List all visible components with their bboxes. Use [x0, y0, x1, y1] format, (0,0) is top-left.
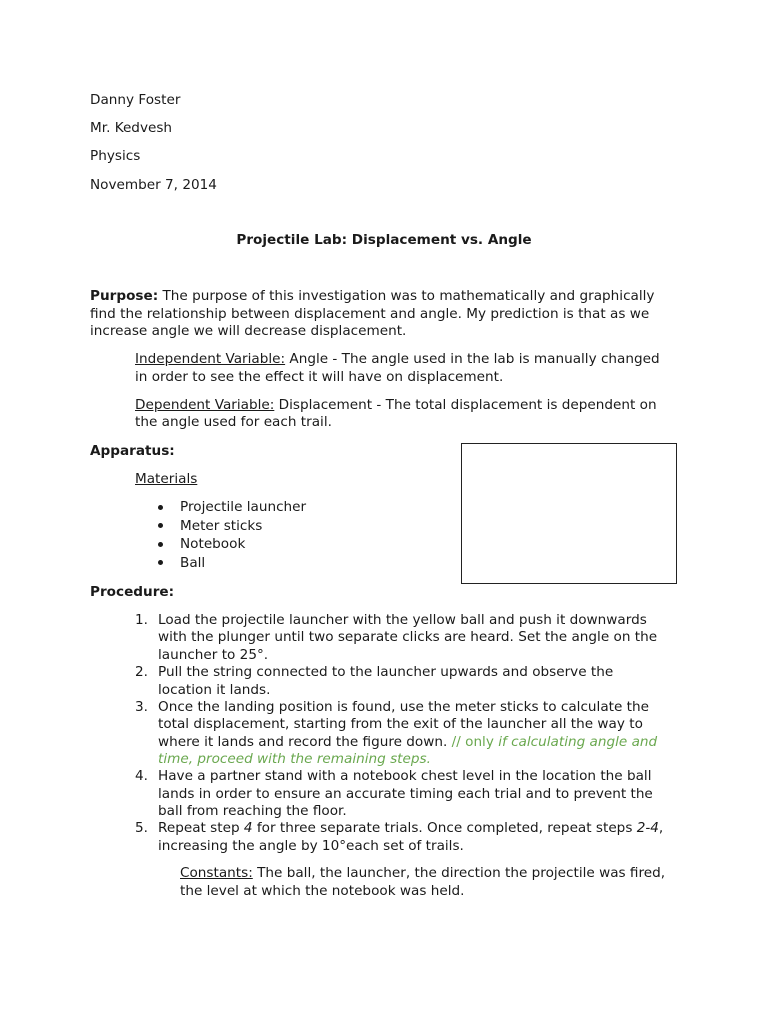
step-4-line-1: Have a partner stand with a notebook chest level in the location the ball	[158, 768, 652, 784]
author-name: Danny Foster	[90, 92, 181, 108]
constants-line-2: the level at which the notebook was held.	[180, 883, 465, 899]
independent-variable-line-1	[135, 351, 660, 369]
step-number: 1.	[135, 612, 148, 628]
step-1-line-2: with the plunger until two separate clicks are heard. Set the angle on the	[158, 629, 658, 645]
independent-variable-text-1: Angle - The angle used in the lab is manually changed	[285, 351, 660, 367]
dependent-variable-text-1: Displacement - The total displacement is dependent on	[274, 397, 657, 413]
step-5-text-c: for three separate trials. Once completed, repeat steps	[252, 820, 637, 836]
image-placeholder-box	[461, 443, 677, 584]
purpose-line-3: increase angle we will decrease displacement.	[90, 323, 407, 339]
step-5-text-e: ,	[658, 820, 664, 836]
step-3-note-a: // only	[451, 734, 499, 750]
step-number: 3.	[135, 699, 148, 715]
step-3-line-3	[158, 734, 657, 752]
subject-name: Physics	[90, 148, 141, 164]
apparatus-heading: Apparatus:	[90, 443, 175, 459]
step-2-line-1: Pull the string connected to the launcher upwards and observe the	[158, 664, 614, 680]
purpose-line-2: find the relationship between displacement and angle. My prediction is that as we	[90, 306, 650, 322]
bullet-icon	[158, 542, 163, 547]
step-number: 5.	[135, 820, 148, 836]
purpose-label: Purpose:	[90, 288, 159, 304]
dependent-variable-line-1	[135, 397, 657, 415]
constants-line-1	[180, 865, 665, 883]
step-4-line-2: lands in order to ensure an accurate timing each trial and to prevent the	[158, 786, 653, 802]
material-item: Projectile launcher	[180, 499, 307, 515]
constants-label: Constants:	[180, 865, 253, 881]
step-3-note-b: if calculating angle and	[498, 734, 658, 750]
step-5-text-d: 2-4	[636, 820, 659, 836]
document-date: November 7, 2014	[90, 177, 217, 193]
bullet-icon	[158, 523, 163, 528]
step-5-line-2: increasing the angle by 10°each set of trails.	[158, 838, 464, 854]
independent-variable-line-2: in order to see the effect it will have on displacement.	[135, 369, 504, 385]
step-5-line-1	[158, 820, 663, 838]
constants-text-1: The ball, the launcher, the direction the projectile was fired,	[252, 865, 666, 881]
step-5-text-b: 4	[243, 820, 253, 836]
bullet-icon	[158, 560, 163, 565]
step-4-line-3: ball from reaching the floor.	[158, 803, 347, 819]
step-number: 2.	[135, 664, 148, 680]
materials-label: Materials	[135, 471, 198, 487]
step-1-line-3: launcher to 25°.	[158, 647, 269, 663]
material-item: Notebook	[180, 536, 246, 552]
procedure-heading: Procedure:	[90, 584, 175, 600]
purpose-line-1	[90, 288, 654, 306]
step-3-note-line-4: time, proceed with the remaining steps.	[158, 751, 431, 767]
dependent-variable-label: Dependent Variable:	[135, 397, 275, 413]
dependent-variable-line-2: the angle used for each trail.	[135, 414, 332, 430]
step-3-line-3-plain: where it lands and record the figure down.	[158, 734, 452, 750]
teacher-name: Mr. Kedvesh	[90, 120, 173, 136]
step-3-line-2: total displacement, starting from the exit of the launcher all the way to	[158, 716, 643, 732]
document-title: Projectile Lab: Displacement vs. Angle	[236, 232, 532, 248]
step-1-line-1: Load the projectile launcher with the yellow ball and push it downwards	[158, 612, 647, 628]
step-2-line-2: location it lands.	[158, 682, 271, 698]
bullet-icon	[158, 505, 163, 510]
step-5-text-a: Repeat step	[158, 820, 244, 836]
material-item: Meter sticks	[180, 518, 263, 534]
step-3-line-1: Once the landing position is found, use the meter sticks to calculate the	[158, 699, 649, 715]
independent-variable-label: Independent Variable:	[135, 351, 286, 367]
material-item: Ball	[180, 555, 206, 571]
step-number: 4.	[135, 768, 148, 784]
purpose-text-1: The purpose of this investigation was to mathematically and graphically	[158, 288, 655, 304]
